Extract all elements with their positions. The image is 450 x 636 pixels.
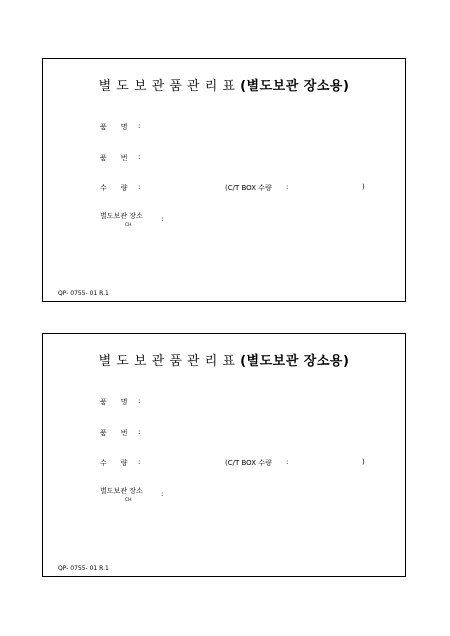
colon: : [138, 122, 141, 130]
document-code: QP- 0755- 01 R.1 [58, 565, 109, 572]
field-product-number [100, 428, 141, 438]
label-char: 수 [100, 184, 107, 192]
field-quantity [100, 183, 141, 193]
title-main: 별 도 보 관 품 관 리 표 [98, 354, 236, 369]
field-product-number [100, 153, 141, 163]
field-storage-location [100, 211, 143, 221]
label-char: 번 [120, 429, 128, 437]
storage-management-form-1 [42, 58, 406, 302]
location-label: 별도보관 장소 [100, 487, 143, 495]
label-char: 번 [120, 154, 128, 162]
ct-box-label: (C/T BOX 수량 [225, 184, 272, 192]
label-char: 품 [100, 429, 107, 437]
colon: : [138, 428, 141, 436]
label-char: 량 [120, 459, 128, 467]
ct-box-label: (C/T BOX 수량 [225, 459, 272, 467]
colon: : [286, 458, 289, 466]
label-char: 품 [100, 398, 107, 406]
field-storage-location [100, 486, 143, 496]
ct-box-quantity [225, 183, 365, 193]
label-char: 품 [100, 123, 107, 131]
label-char: 명 [120, 123, 128, 131]
location-label: 별도보관 장소 [100, 212, 143, 220]
form-title [43, 350, 405, 369]
location-sub: CH [125, 498, 132, 503]
colon: : [138, 183, 141, 191]
label-char: 량 [120, 184, 128, 192]
colon: : [286, 183, 289, 191]
colon: : [138, 153, 141, 161]
label-char: 명 [120, 398, 128, 406]
colon: : [138, 397, 141, 405]
label-char: 품 [100, 154, 107, 162]
form-title [43, 75, 405, 94]
field-product-name [100, 122, 141, 132]
location-sub: CH [125, 223, 132, 228]
ct-box-quantity [225, 458, 365, 468]
label-char: 수 [100, 459, 107, 467]
close-paren: ) [362, 458, 365, 466]
colon: : [161, 215, 164, 223]
document-code: QP- 0755- 01 R.1 [58, 290, 109, 297]
title-main: 별 도 보 관 품 관 리 표 [98, 79, 236, 94]
title-paren: (별도보관 장소용) [240, 79, 350, 94]
title-paren: (별도보관 장소용) [240, 354, 350, 369]
colon: : [138, 458, 141, 466]
field-quantity [100, 458, 141, 468]
colon: : [161, 490, 164, 498]
storage-management-form-2 [42, 333, 406, 577]
field-product-name [100, 397, 141, 407]
close-paren: ) [362, 183, 365, 191]
